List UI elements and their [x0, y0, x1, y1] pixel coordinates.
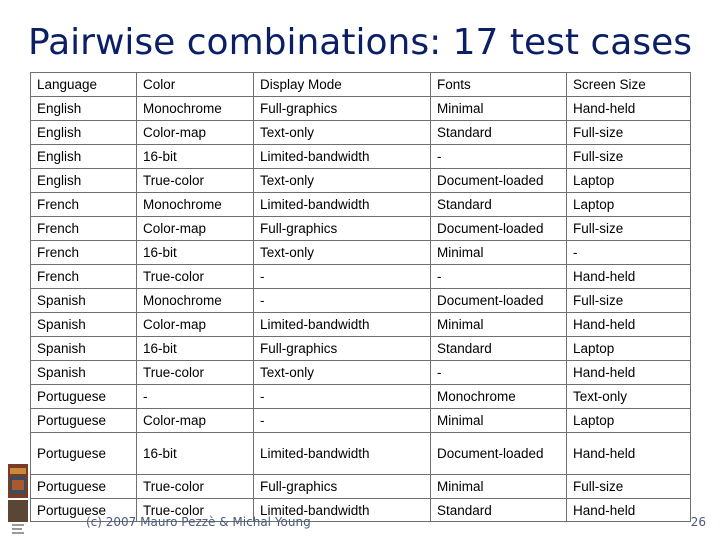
- table-cell: True-color: [137, 265, 254, 289]
- table-row: [31, 385, 691, 409]
- table-cell: Limited-bandwidth: [254, 145, 431, 169]
- table-cell: 16-bit: [137, 241, 254, 265]
- table-cell: Color-map: [137, 409, 254, 433]
- table-row: [31, 193, 691, 217]
- table-cell: English: [31, 121, 137, 145]
- table-cell: -: [254, 385, 431, 409]
- table-cell: -: [567, 241, 691, 265]
- table-cell: Monochrome: [137, 193, 254, 217]
- table-cell: Minimal: [431, 313, 567, 337]
- table-cell: Screen Size: [567, 73, 691, 97]
- table-cell: English: [31, 145, 137, 169]
- table-cell: Monochrome: [137, 289, 254, 313]
- page-number: 26: [690, 515, 706, 529]
- table-cell: Color: [137, 73, 254, 97]
- table-row: [31, 409, 691, 433]
- table-cell: Document-loaded: [431, 433, 567, 475]
- table-row: [31, 121, 691, 145]
- table-cell: Color-map: [137, 313, 254, 337]
- table-cell: Language: [31, 73, 137, 97]
- table-cell: -: [254, 265, 431, 289]
- table-cell: Hand-held: [567, 361, 691, 385]
- table-cell: Full-size: [567, 121, 691, 145]
- table-cell: Portuguese: [31, 385, 137, 409]
- table-cell: True-color: [137, 361, 254, 385]
- table-cell: Text-only: [567, 385, 691, 409]
- table-cell: Document-loaded: [431, 217, 567, 241]
- table-cell: Limited-bandwidth: [254, 193, 431, 217]
- table-cell: Standard: [431, 499, 567, 522]
- table-cell: Full-graphics: [254, 475, 431, 499]
- table-cell: Hand-held: [567, 499, 691, 522]
- table-cell: French: [31, 217, 137, 241]
- table-cell: Display Mode: [254, 73, 431, 97]
- footer-copyright: (c) 2007 Mauro Pezzè & Michal Young: [86, 515, 311, 529]
- table-cell: -: [254, 409, 431, 433]
- table-body: [31, 73, 691, 522]
- table-cell: Standard: [431, 193, 567, 217]
- table-cell: 16-bit: [137, 337, 254, 361]
- table-row: [31, 475, 691, 499]
- table-cell: Hand-held: [567, 433, 691, 475]
- table-cell: French: [31, 193, 137, 217]
- table-cell: 16-bit: [137, 145, 254, 169]
- table-cell: English: [31, 97, 137, 121]
- table-cell: Hand-held: [567, 265, 691, 289]
- table-row: [31, 361, 691, 385]
- table-row: [31, 217, 691, 241]
- table-cell: Text-only: [254, 121, 431, 145]
- table-cell: -: [137, 385, 254, 409]
- table-cell: Document-loaded: [431, 289, 567, 313]
- table-row: [31, 241, 691, 265]
- table-cell: Text-only: [254, 241, 431, 265]
- table-cell: Spanish: [31, 337, 137, 361]
- table-row: [31, 97, 691, 121]
- book-cover-image: [6, 460, 30, 538]
- table-cell: Full-graphics: [254, 97, 431, 121]
- table-cell: Spanish: [31, 289, 137, 313]
- table-cell: Full-graphics: [254, 217, 431, 241]
- table-header-row: [31, 73, 691, 97]
- table-cell: 16-bit: [137, 433, 254, 475]
- table-cell: Text-only: [254, 361, 431, 385]
- table-cell: Minimal: [431, 409, 567, 433]
- table-row: [31, 313, 691, 337]
- table-cell: Laptop: [567, 409, 691, 433]
- table-cell: Full-size: [567, 289, 691, 313]
- table-cell: Portuguese: [31, 475, 137, 499]
- table-cell: Portuguese: [31, 499, 137, 522]
- table-row: [31, 433, 691, 475]
- pairwise-table: [30, 72, 691, 522]
- table-cell: Full-size: [567, 217, 691, 241]
- table-cell: Full-size: [567, 475, 691, 499]
- table-cell: Monochrome: [431, 385, 567, 409]
- table-cell: True-color: [137, 499, 254, 522]
- table-cell: Minimal: [431, 475, 567, 499]
- table-cell: True-color: [137, 169, 254, 193]
- table-cell: Laptop: [567, 337, 691, 361]
- table-row: [31, 169, 691, 193]
- table-cell: Limited-bandwidth: [254, 433, 431, 475]
- table-cell: Monochrome: [137, 97, 254, 121]
- table-cell: Document-loaded: [431, 169, 567, 193]
- table-cell: Minimal: [431, 97, 567, 121]
- table-cell: True-color: [137, 475, 254, 499]
- table-cell: Minimal: [431, 241, 567, 265]
- table-cell: Standard: [431, 337, 567, 361]
- table-cell: Color-map: [137, 121, 254, 145]
- table-row: [31, 289, 691, 313]
- table-cell: Laptop: [567, 169, 691, 193]
- table-cell: French: [31, 265, 137, 289]
- table-cell: Spanish: [31, 313, 137, 337]
- table-row: [31, 145, 691, 169]
- table-cell: Full-size: [567, 145, 691, 169]
- table-cell: English: [31, 169, 137, 193]
- table-cell: Text-only: [254, 169, 431, 193]
- table-cell: French: [31, 241, 137, 265]
- table-cell: Hand-held: [567, 97, 691, 121]
- table-cell: -: [431, 361, 567, 385]
- table-cell: Full-graphics: [254, 337, 431, 361]
- table-cell: -: [431, 265, 567, 289]
- table-cell: Hand-held: [567, 313, 691, 337]
- table-cell: Fonts: [431, 73, 567, 97]
- table-cell: Spanish: [31, 361, 137, 385]
- slide-title: Pairwise combinations: 17 test cases: [28, 22, 692, 63]
- table-cell: -: [254, 289, 431, 313]
- table-cell: Color-map: [137, 217, 254, 241]
- table-cell: Standard: [431, 121, 567, 145]
- table-row: [31, 337, 691, 361]
- table-row: [31, 265, 691, 289]
- table-cell: -: [431, 145, 567, 169]
- table-cell: Portuguese: [31, 409, 137, 433]
- table-cell: Limited-bandwidth: [254, 313, 431, 337]
- table-cell: Portuguese: [31, 433, 137, 475]
- table-cell: Laptop: [567, 193, 691, 217]
- table-cell: Limited-bandwidth: [254, 499, 431, 522]
